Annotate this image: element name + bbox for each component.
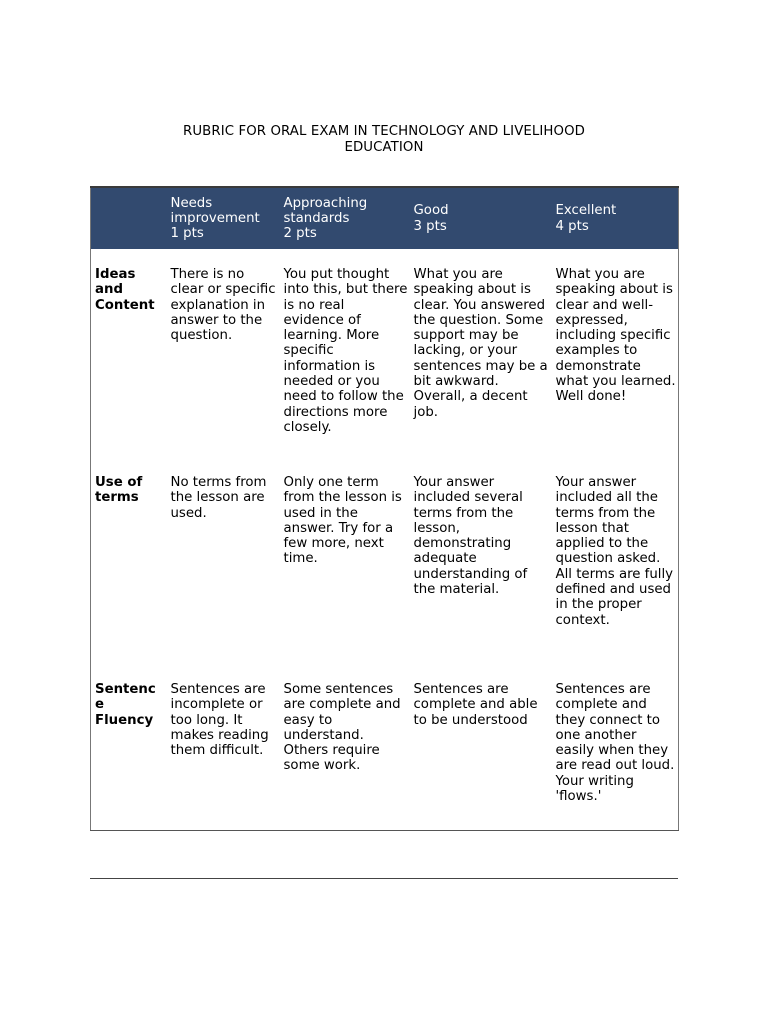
header-level-name: Approaching standards xyxy=(283,195,368,226)
table-cell: You put thought into this, but there is no real evidence of learning. More specific information is needed or you need to follow the directions more closely. xyxy=(283,267,408,435)
horizontal-divider xyxy=(90,878,678,879)
rubric-header xyxy=(91,187,679,249)
header-level-name: Good xyxy=(413,203,449,219)
table-cell: There is no clear or specific explanation in answer to the question. xyxy=(170,267,276,344)
header-level-name: Excellent xyxy=(555,203,617,219)
title-line-2: EDUCATION xyxy=(344,140,424,155)
header-level-pts: 3 pts xyxy=(413,218,447,234)
table-row xyxy=(91,249,679,457)
header-approaching-standards xyxy=(280,187,410,249)
rubric-table xyxy=(90,186,679,831)
table-cell: Only one term from the lesson is used in the answer. Try for a few more, next time. xyxy=(283,475,402,567)
table-cell: Sentences are complete and able to be understood xyxy=(413,682,538,728)
criterion-sentence-fluency: Sentence Fluency xyxy=(95,682,156,728)
rubric-body xyxy=(91,249,679,831)
document-title xyxy=(120,124,648,156)
table-cell: What you are speaking about is clear and well-expressed, including specific examples to demonstrate what you learned. Well done! xyxy=(555,267,676,405)
header-level-pts: 1 pts xyxy=(170,226,204,242)
table-row xyxy=(91,664,679,831)
table-cell: Your answer included all the terms from the lesson that applied to the question asked. All terms are fully defined and used in the proper context. xyxy=(555,475,674,628)
table-cell: Sentences are incomplete or too long. It makes reading them difficult. xyxy=(170,682,269,759)
criterion-ideas-and-content: Ideas and Content xyxy=(95,267,155,313)
table-cell: Sentences are complete and they connect to one another easily when they are read out loud. Your writing 'flows.' xyxy=(555,682,675,805)
header-row xyxy=(91,187,679,249)
table-cell: Some sentences are complete and easy to understand. Others require some work. xyxy=(283,682,401,774)
title-line-1: RUBRIC FOR ORAL EXAM IN TECHNOLOGY AND LIVELIHOOD xyxy=(183,124,585,139)
table-cell: What you are speaking about is clear. You answered the question. Some support may be lacking, or your sentences may be a bit awkward. Overall, a decent job. xyxy=(413,267,548,420)
criterion-use-of-terms: Use of terms xyxy=(95,475,143,506)
table-cell: Your answer included several terms from the lesson, demonstrating adequate understanding of the material. xyxy=(413,475,528,598)
header-good xyxy=(410,187,552,249)
header-level-pts: 2 pts xyxy=(283,226,317,242)
header-level-pts: 4 pts xyxy=(555,218,589,234)
table-cell: No terms from the lesson are used. xyxy=(170,475,267,521)
header-needs-improvement xyxy=(167,187,280,249)
header-excellent xyxy=(552,187,679,249)
header-criterion-blank xyxy=(91,187,167,249)
table-row xyxy=(91,457,679,664)
header-level-name: Needs improvement xyxy=(170,195,260,226)
